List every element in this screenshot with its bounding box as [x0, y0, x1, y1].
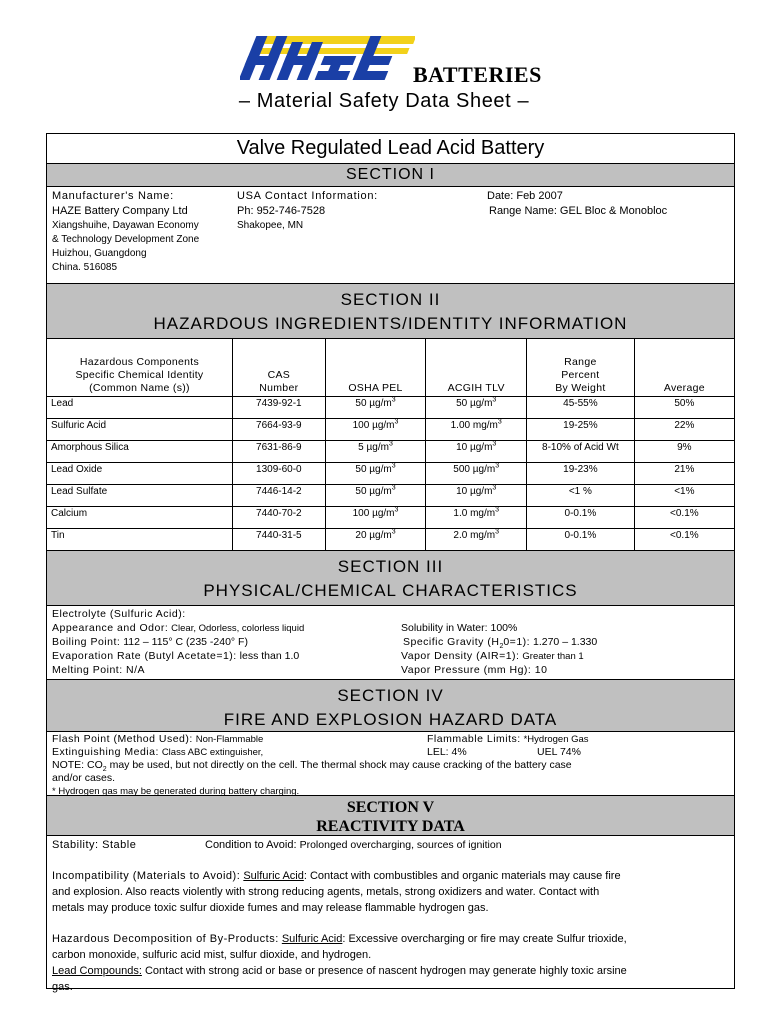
section4-body [47, 732, 734, 796]
section4-title: SECTION IV [337, 685, 444, 705]
section3-subtitle: PHYSICAL/CHEMICAL CHARACTERISTICS [203, 580, 578, 600]
extinguishing-media: Extinguishing Media: Class ABC extinguisher, [52, 745, 264, 758]
section3-body [47, 606, 734, 680]
cell-acgih: 1.00 $mg/m^3$ [426, 418, 527, 440]
cell-acgih: 1.0 $mg/m^3$ [426, 506, 527, 528]
cell-range: 0-0.1% [527, 506, 635, 528]
manufacturer-label: Manufacturer's Name: [52, 190, 174, 202]
cell-acgih: 50 $\mu g/m^3$ [426, 396, 527, 418]
cell-range: 19-23% [527, 462, 635, 484]
section2-subtitle: HAZARDOUS INGREDIENTS/IDENTITY INFORMATION [153, 314, 628, 333]
cell-name: Tin [47, 528, 232, 550]
table-row [47, 462, 734, 484]
cell-average: <1% [634, 484, 734, 506]
cell-acgih: 10 $\mu g/m^3$ [426, 484, 527, 506]
evaporation-rate: Evaporation Rate (Butyl Acetate=1): less than 1.0 [52, 649, 300, 662]
section5-title: SECTION V [346, 798, 435, 816]
section2-title: SECTION II [340, 290, 441, 309]
section1-heading: SECTION I [47, 164, 734, 187]
col-osha: OSHA PEL [325, 339, 426, 396]
issue-date: Date: Feb 2007 [487, 190, 563, 202]
section3-heading [47, 551, 734, 606]
cell-cas: 7440-31-5 [232, 528, 325, 550]
incompatibility-paragraph: Incompatibility (Materials to Avoid): Sulfuric Acid: Contact with combustibles and organic materials may cause fire and explosion. Also reacts violently with strong reducing agents, metals, strong oxidizers and water. Contact with metals may produce toxic sulfur dioxide fumes and may release flammable hydrogen gas. [52, 869, 621, 914]
solubility: Solubility in Water: 100% [401, 621, 518, 634]
usa-city: Shakopee, MN [237, 220, 304, 231]
appearance: Appearance and Odor: Clear, Odorless, colorless liquid [52, 621, 305, 634]
range-name: Range Name: GEL Bloc & Monobloc [489, 205, 668, 217]
flash-point: Flash Point (Method Used): Non-Flammable [52, 732, 264, 745]
cell-osha: 50 $\mu g/m^3$ [325, 484, 426, 506]
document-header [0, 0, 768, 122]
electrolyte-label: Electrolyte (Sulfuric Acid): [52, 607, 186, 620]
section4-subtitle: FIRE AND EXPLOSION HAZARD DATA [223, 709, 558, 729]
cell-cas: 7446-14-2 [232, 484, 325, 506]
hazardous-ingredients-table [47, 339, 734, 551]
cell-range: 45-55% [527, 396, 635, 418]
vapor-pressure: Vapor Pressure (mm Hg): 10 [401, 663, 548, 676]
table-row [47, 440, 734, 462]
cell-range: 19-25% [527, 418, 635, 440]
manufacturer-name: HAZE Battery Company Ltd [52, 205, 188, 217]
address-line-1: Xiangshuihe, Dayawan Economy [52, 220, 199, 231]
cell-acgih: 500 $\mu g/m^3$ [426, 462, 527, 484]
table-row [47, 484, 734, 506]
flammable-limits: Flammable Limits: *Hydrogen Gas [427, 732, 589, 745]
cell-average: <0.1% [634, 528, 734, 550]
usa-phone: Ph: 952-746-7528 [237, 205, 326, 217]
usa-contact-label: USA Contact Information: [237, 190, 378, 202]
cell-osha: 5 $\mu g/m^3$ [325, 440, 426, 462]
col-average: Average [634, 339, 734, 396]
table-row [47, 506, 734, 528]
cell-acgih: 2.0 $mg/m^3$ [426, 528, 527, 550]
melting-point: Melting Point: N/A [52, 663, 146, 676]
lel: LEL: 4% [427, 745, 467, 758]
hydrogen-footnote: * Hydrogen gas may be generated during battery charging. [52, 785, 300, 797]
col-component: Hazardous Components Specific Chemical Identity (Common Name (s)) [47, 339, 232, 396]
cell-name: Lead Sulfate [47, 484, 232, 506]
address-line-4: China. 516085 [52, 262, 118, 273]
cell-average: 22% [634, 418, 734, 440]
logo-word: BATTERIES [413, 62, 542, 87]
cell-name: Lead Oxide [47, 462, 232, 484]
vapor-density: Vapor Density (AIR=1): Greater than 1 [401, 649, 584, 662]
product-title: Valve Regulated Lead Acid Battery [47, 134, 734, 164]
condition-to-avoid: Condition to Avoid: Prolonged overcharging, sources of ignition [205, 838, 502, 851]
cell-cas: 1309-60-0 [232, 462, 325, 484]
section5-heading [47, 796, 734, 836]
usa-contact-block [237, 189, 378, 233]
table-row [47, 396, 734, 418]
cell-average: 21% [634, 462, 734, 484]
cell-range: <1 % [527, 484, 635, 506]
co2-note-cont: and/or cases. [52, 771, 116, 784]
section5-subtitle: REACTIVITY DATA [316, 817, 465, 835]
stability-line: Stability: Stable Condition to Avoid: Prolonged overcharging, sources of ignition [52, 838, 502, 851]
boiling-point: Boiling Point: 112 – 115° C (235 -240° F) [52, 635, 248, 648]
section2-heading [47, 284, 734, 339]
col-acgih: ACGIH TLV [426, 339, 527, 396]
cell-cas: 7664-93-9 [232, 418, 325, 440]
table-header-row [47, 339, 734, 396]
document-title: – Material Safety Data Sheet – [238, 90, 530, 112]
address-line-2: & Technology Development Zone [52, 234, 200, 245]
cell-average: 9% [634, 440, 734, 462]
cell-average: 50% [634, 396, 734, 418]
cell-range: 0-0.1% [527, 528, 635, 550]
cell-acgih: 10 $\mu g/m^3$ [426, 440, 527, 462]
cell-name: Calcium [47, 506, 232, 528]
cell-average: <0.1% [634, 506, 734, 528]
msds-sheet [46, 133, 735, 993]
table-row [47, 418, 734, 440]
haze-logo [240, 32, 415, 84]
co2-note: NOTE: $CO_2$ may be used, but not directly on the cell. The thermal shock may cause cracking of the battery case [52, 758, 572, 773]
cell-osha: 100 $\mu g/m^3$ [325, 506, 426, 528]
section5-body [47, 836, 734, 993]
col-range: Range Percent By Weight [527, 339, 635, 396]
cell-name: Lead [47, 396, 232, 418]
section3-title: SECTION III [337, 556, 444, 576]
decomposition-paragraph: Hazardous Decomposition of By-Products: Sulfuric Acid: Excessive overcharging or fire may create Sulfur trioxide, carbon monoxide, sulfuric acid mist, sulfur dioxide, and hydrogen. Lead Compounds: Contact with strong acid or base or presence of nascent hydrogen may generate highly toxic arsine gas. [52, 932, 627, 993]
address-line-3: Huizhou, Guangdong [52, 248, 147, 259]
cell-name: Amorphous Silica [47, 440, 232, 462]
table-row [47, 528, 734, 550]
cell-cas: 7440-70-2 [232, 506, 325, 528]
date-block [487, 189, 667, 219]
cell-osha: 100 $\mu g/m^3$ [325, 418, 426, 440]
cell-osha: 20 $\mu g/m^3$ [325, 528, 426, 550]
col-cas: CAS Number [232, 339, 325, 396]
cell-cas: 7439-92-1 [232, 396, 325, 418]
cell-osha: 50 $\mu g/m^3$ [325, 396, 426, 418]
uel: UEL 74% [537, 745, 581, 758]
cell-name: Sulfuric Acid [47, 418, 232, 440]
manufacturer-block [52, 189, 199, 275]
cell-cas: 7631-86-9 [232, 440, 325, 462]
section1-body [47, 187, 734, 284]
section4-heading [47, 680, 734, 732]
cell-range: 8-10% of Acid Wt [527, 440, 635, 462]
specific-gravity: Specific Gravity $(H_20=1)$: 1.270 – 1.330 [403, 635, 598, 650]
cell-osha: 50 $\mu g/m^3$ [325, 462, 426, 484]
